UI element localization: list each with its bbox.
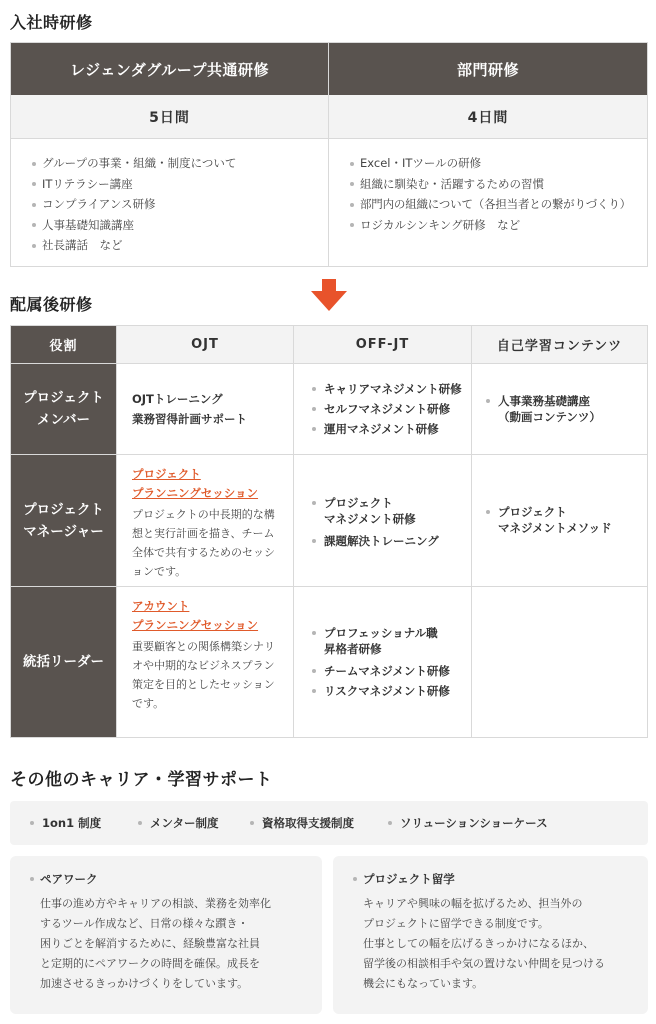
project-planning-session-link[interactable] <box>132 465 283 503</box>
list-item: 人事基礎知識講座 <box>32 215 328 236</box>
card-project-study <box>333 856 648 1014</box>
offjt-cell <box>294 587 472 737</box>
department-training-duration: 4日間 <box>329 95 647 139</box>
chip-1on1: 1on1 制度 <box>30 801 101 845</box>
table-row <box>11 364 647 455</box>
section-title-onboarding: 入社時研修 <box>10 13 93 32</box>
list-item: ITリテラシー講座 <box>32 174 328 195</box>
ojt-cell <box>117 455 294 586</box>
ojt-cell <box>117 587 294 737</box>
support-chips <box>10 801 648 845</box>
header-ojt: OJT <box>117 326 294 363</box>
card-title: プロジェクト留学 <box>353 870 632 888</box>
chip-solution-showcase: ソリューションショーケース <box>388 801 548 845</box>
header-offjt: OFF-JT <box>294 326 472 363</box>
self-learning-cell <box>472 364 647 454</box>
offjt-cell <box>294 455 472 586</box>
list-item: セルフマネジメント研修 <box>312 401 462 417</box>
department-training-list <box>329 139 647 235</box>
ojt-cell <box>117 364 294 454</box>
role-line: 統括リーダー <box>23 654 104 670</box>
role-line: プロジェクト <box>23 390 104 406</box>
ojt-description: プロジェクトの中長期的な構想と実行計画を描き、チーム全体で共有するためのセッションです。 <box>132 508 275 578</box>
account-planning-session-link[interactable] <box>132 597 283 635</box>
card-description: 仕事の進め方やキャリアの相談、業務を効率化 するツール作成など、日常の様々な躓き・ 困りごとを解消するために、経験豊富な社員 と定期的にペアワークの時間を確保。成長を 加速させるきっかけづくりをしています。 <box>40 897 271 990</box>
table-row <box>11 587 647 737</box>
section-title-post-assignment: 配属後研修 <box>10 295 93 314</box>
chip-mentor: メンター制度 <box>138 801 219 845</box>
list-item: 課題解決トレーニング <box>312 533 439 549</box>
role-line: プロジェクト <box>23 501 104 518</box>
onboarding-training-table <box>10 42 648 267</box>
card-title: ペアワーク <box>30 870 306 888</box>
common-training-header: レジェンダグループ共通研修 <box>11 43 328 95</box>
department-training-column <box>329 43 647 266</box>
list-item: ロジカルシンキング研修 など <box>350 215 647 236</box>
ojt-item: OJTトレーニング <box>132 392 223 406</box>
card-pair-work <box>10 856 322 1014</box>
link-line[interactable]: プランニングセッション <box>132 618 259 632</box>
list-item: プロジェクト マネジメントメソッド <box>486 504 612 536</box>
list-item: キャリアマネジメント研修 <box>312 381 462 397</box>
ojt-item: 業務習得計画サポート <box>132 412 247 426</box>
common-training-duration: 5日間 <box>11 95 328 139</box>
link-line[interactable]: プロジェクト <box>132 467 201 481</box>
arrow-down-icon <box>311 279 347 311</box>
common-training-list <box>11 139 328 256</box>
post-assignment-training-table <box>10 325 648 738</box>
list-item: 運用マネジメント研修 <box>312 421 462 437</box>
list-item: プロフェッショナル職 昇格者研修 <box>312 625 450 657</box>
role-general-leader <box>11 587 117 737</box>
list-item: Excel・ITツールの研修 <box>350 153 647 174</box>
list-item: 部門内の組織について（各担当者との繋がりづくり） <box>350 194 647 215</box>
role-line: メンバー <box>36 412 91 428</box>
header-role: 役割 <box>11 326 117 363</box>
self-learning-cell <box>472 455 647 586</box>
list-item: グループの事業・組織・制度について <box>32 153 328 174</box>
role-project-member <box>11 364 117 454</box>
list-item: コンプライアンス研修 <box>32 194 328 215</box>
list-item: チームマネジメント研修 <box>312 663 450 679</box>
header-self-learning: 自己学習コンテンツ <box>472 326 647 363</box>
self-learning-cell <box>472 587 647 737</box>
offjt-cell <box>294 364 472 454</box>
role-project-manager <box>11 455 117 586</box>
list-item: 組織に馴染む・活躍するための習慣 <box>350 174 647 195</box>
common-training-column <box>11 43 329 266</box>
link-line[interactable]: アカウント <box>132 599 190 613</box>
list-item: 社長講話 など <box>32 235 328 256</box>
list-item: リスクマネジメント研修 <box>312 683 450 699</box>
role-line: マネージャー <box>23 523 104 540</box>
ojt-description: 重要顧客との関係構築シナリオや中期的なビジネスプラン策定を目的としたセッションです。 <box>132 640 275 710</box>
section-title-other-support: その他のキャリア・学習サポート <box>10 770 273 790</box>
card-description: キャリアや興味の幅を拡げるため、担当外の プロジェクトに留学できる制度です。 仕事としての幅を広げるきっかけになるほか、 留学後の相談相手や気の置けない仲間を見つける 機会にもなっています。 <box>363 897 605 990</box>
link-line[interactable]: プランニングセッション <box>132 486 259 500</box>
list-item: プロジェクト マネジメント研修 <box>312 495 439 527</box>
department-training-header: 部門研修 <box>329 43 647 95</box>
table-row <box>11 455 647 587</box>
chip-certification: 資格取得支援制度 <box>250 801 354 845</box>
table-header-row <box>11 326 647 364</box>
list-item: 人事業務基礎講座 （動画コンテンツ） <box>486 393 601 425</box>
